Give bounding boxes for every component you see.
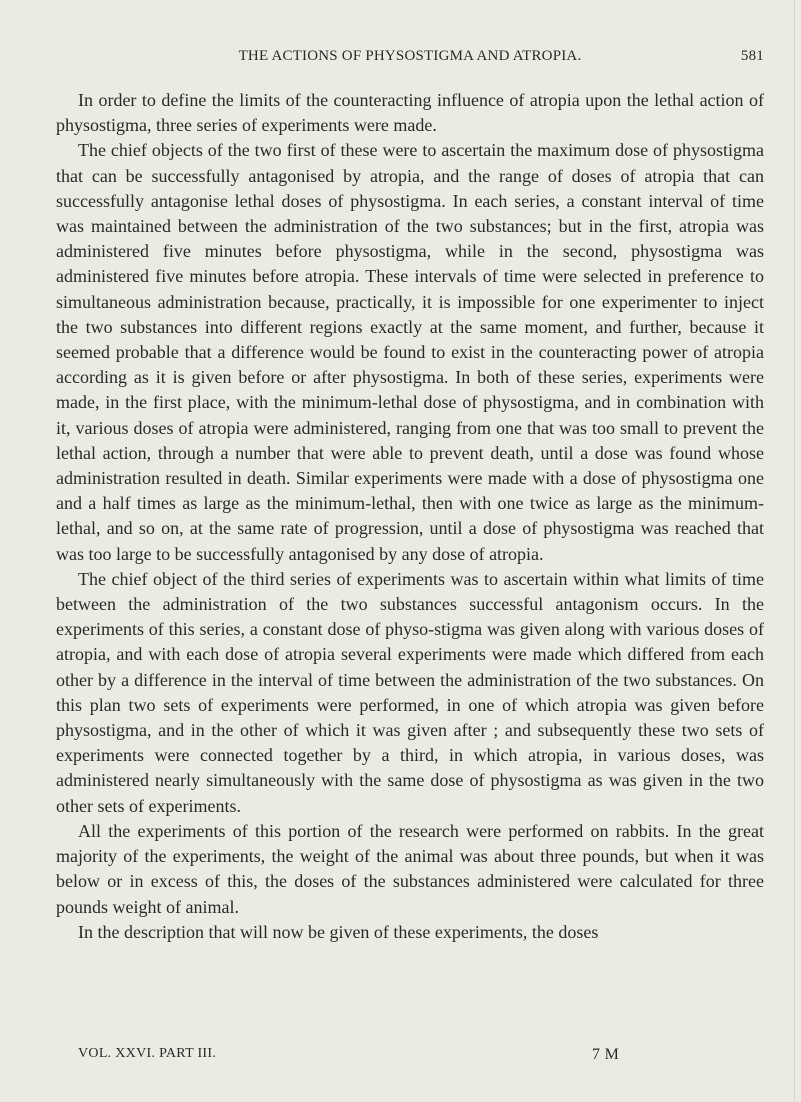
paragraph: The chief object of the third series of experiments was to ascertain within what limits of time between the administration of the two substances successful antagonism occurs. In the experiments of this series, a constant dose of physo-stigma was given along with various doses of atropia, and with each dose of atropia several experiments were made which differed from each other by a difference in the interval of time between the administration of the two substances. On this plan two sets of experiments were performed, in one of which atropia was given before physostigma, and in the other of which it was given after ; and subsequently these two sets of experiments were connected together by a third, in which atropia, in various doses, was administered nearly simultaneously with the same dose of physostigma as was given in the two other sets of experiments. (56, 568, 764, 816)
paragraph: All the experiments of this portion of the research were performed on rabbits. In the great majority of the experiments, the weight of the animal was about three pounds, but when it was below or in excess of this, the doses of the substances administered were calculated for three pounds weight of animal. (56, 820, 764, 917)
page-number: 581 (740, 48, 764, 64)
paragraph: In order to define the limits of the counteracting influence of atropia upon the lethal action of physostigma, three series of experiments were made. (56, 90, 764, 136)
paragraph: The chief objects of the two first of these were to ascertain the maximum dose of physostigma that can be successfully antagonised by atropia, and the range of doses of atropia that can successfully antagonise lethal doses of physostigma. In each series, a constant interval of time was maintained between the administration of the two substances; but in the first, atropia was administered five minutes before physostigma, while in the second, physostigma was administered five minutes before atropia. These intervals of time were selected in preference to simultaneous administration because, practically, it is impossible for one experimenter to inject the two substances into different regions exactly at the same moment, and further, because it seemed probable that a difference would be found to exist in the counteracting power of atropia according as it is given before or after physostigma. In both of these series, experiments were made, in the first place, with the minimum-lethal dose of physostigma, and in combination with it, various doses of atropia were administered, ranging from one that was too small to prevent the lethal action, through a number that were able to prevent death, until a dose was found whose administration resulted in death. Similar experiments were made with a dose of physostigma one and a half times as large as the minimum-lethal, then with one twice as large as the minimum-lethal, and so on, at the same rate of progression, until a dose of physostigma was reached that was too large to be successfully antagonised by any dose of atropia. (56, 140, 764, 564)
volume-line: VOL. XXVI. PART III. (78, 1046, 217, 1061)
body-text (56, 88, 764, 945)
page-edge (794, 0, 795, 1102)
signature-mark: 7 M (592, 1046, 620, 1063)
running-title: THE ACTIONS OF PHYSOSTIGMA AND ATROPIA. (238, 48, 582, 64)
paragraph: In the description that will now be given of these experiments, the doses (78, 921, 599, 942)
